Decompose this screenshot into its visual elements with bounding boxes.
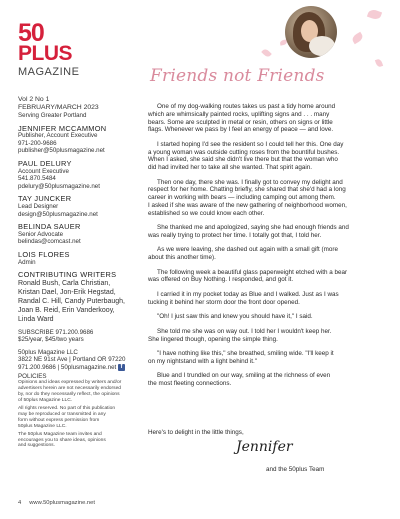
article-line: about this another time). [148, 254, 216, 262]
masthead-info [18, 96, 142, 449]
article-body [148, 103, 388, 395]
article-paragraph [148, 141, 388, 172]
staff-detail: Lead Designer [18, 202, 59, 210]
article-line: I carried it in my pocket today as Blue and I walked. Just as I was [157, 291, 339, 299]
staff-detail: Admin [18, 258, 36, 266]
subscribe-phone: SUBSCRIBE 971.200.9686 [18, 328, 94, 336]
company-contact [18, 364, 142, 372]
article-paragraph [148, 328, 388, 344]
petal-decoration [367, 8, 382, 21]
article-title: Friends not Friends [150, 66, 325, 86]
company-name: 50plus Magazine LLC [18, 348, 78, 356]
article-line: I asked if she was aware of the new gathering of neighborhood women, [148, 201, 347, 209]
issue-date: FEBRUARY/MARCH 2023 [18, 104, 99, 111]
article-line: As we were leaving, she dashed out again with a small gift (more [157, 246, 338, 254]
page-footer [18, 500, 95, 506]
article-signoff: and the 50plus Team [266, 466, 325, 473]
logo-50: 50 [18, 19, 44, 47]
article-paragraph [148, 246, 388, 262]
issue-volume: Vol 2 No 1 [18, 96, 50, 103]
policy-line: encourages you to share ideas, opinions [18, 437, 106, 443]
signature: Jennifer [236, 439, 293, 455]
staff-detail: 971-200-9686 [18, 139, 57, 147]
footer-url[interactable]: www.50plusmagazine.net [29, 500, 95, 506]
article-paragraph [148, 103, 388, 134]
article-line: respect for her home. Chatting briefly, she shared that she'd had a long [148, 186, 346, 194]
article-line: established so we could know each other. [148, 209, 265, 217]
staff-detail: pdelury@50plusmagazine.net [18, 182, 100, 190]
article-line: I started hoping I'd see the resident so I could tell her this. One day [157, 140, 344, 148]
staff-detail: design@50plusmagazine.net [18, 210, 98, 218]
issue-area: Serving Greater Portland [18, 112, 87, 119]
subscribe-price: $25/year, $45/two years [18, 336, 84, 344]
staff-detail: belindas@comcast.net [18, 238, 81, 246]
article-closing: Here's to delight in the little things, [148, 429, 244, 436]
staff-name: TAY JUNCKER [18, 194, 72, 204]
staff-name: BELINDA SAUER [18, 222, 81, 232]
article-line: the most fleeting connections. [148, 380, 232, 388]
page-number: 4 [18, 500, 22, 506]
article-line: bears. Some are sculpted in metal or resin, others on signs or little [148, 118, 333, 126]
policy-line: Opinions and ideas expressed by writers and/or [18, 380, 122, 386]
article-paragraph [148, 350, 388, 366]
petal-decoration [375, 58, 383, 68]
article-line: did had invited her to take all she wanted. That spirit again. [148, 164, 313, 172]
policy-line: 50plus Magazine LLC. [18, 423, 67, 429]
petal-decoration [261, 48, 272, 59]
staff-name: LOIS FLORES [18, 249, 70, 259]
policy-line: form without express permission from [18, 417, 100, 423]
writer-line: Kristan Dael, Jon-Erik Hegstad, [18, 288, 116, 296]
writer-line: Randal C. Hill, Candy Puterbaugh, [18, 297, 126, 305]
article-line: The following week a beautiful glass paperweight etched with a bear [157, 268, 348, 276]
article-line: She told me she was on way out. I told her I wouldn't keep her. [157, 327, 332, 335]
article-line: which are whimsically painted rocks, uplifting signs and . . . many [148, 110, 330, 118]
article-line: Then one day, there she was. I finally got to convey my delight and [157, 178, 343, 186]
article-line: One of my dog-walking routes takes us past a tidy home around [157, 103, 336, 110]
article-line: career in working with bears — including camping out among them. [148, 194, 336, 202]
article-paragraph [148, 224, 388, 240]
company-address: 3822 NE 91st Ave | Portland OR 97220 [18, 356, 126, 364]
article-paragraph [148, 291, 388, 307]
article-paragraph [148, 179, 388, 218]
policy-line: of 50plus Magazine LLC. [18, 398, 73, 404]
staff-detail: Senior Advocate [18, 230, 64, 238]
staff-list [18, 125, 142, 267]
writers-heading: CONTRIBUTING WRITERS [18, 270, 117, 280]
staff-detail: Account Executive [18, 167, 69, 175]
policies-text [18, 380, 142, 449]
article-line: She thanked me and apologized, saying she had enough friends and [157, 224, 349, 232]
company-contact-text[interactable]: 971.200.9686 | 50plusmagazine.net [18, 364, 117, 372]
writer-line: Joan B. Reid, Erin Vanderkooy, [18, 306, 115, 314]
staff-name: JENNIFER MCCAMMON [18, 123, 107, 133]
article-line: a young woman was outside cutting roses from the bountiful bushes. [148, 148, 340, 156]
article-paragraph [148, 313, 388, 321]
article-line: tucking it behind her storm door the front door opened. [148, 298, 300, 306]
policy-line: and suggestions. [18, 443, 55, 449]
article-paragraph [148, 269, 388, 285]
article-line: was really trying to protect her time. I totally got that, I told her. [148, 231, 322, 239]
logo-plus: PLUS [18, 42, 73, 65]
staff-detail: Publisher, Account Executive [18, 132, 98, 140]
staff-name: PAUL DELURY [18, 158, 72, 168]
policy-line: The 50plus Magazine team invites and [18, 431, 102, 437]
policies-heading: POLICIES [18, 372, 47, 380]
petal-decoration [351, 32, 365, 44]
writers-list [18, 279, 142, 324]
article-line: "I have nothing like this," she breathed, smiling wide. "I'll keep it [157, 350, 334, 358]
writer-line: Linda Ward [18, 315, 54, 323]
article-line: When I asked, she said she didn't live there but that the woman who [148, 156, 338, 164]
writer-line: Ronald Bush, Carla Christian, [18, 279, 111, 287]
facebook-icon[interactable]: f [118, 364, 125, 371]
article-line: was offered on Buy Nothing. I responded, and got it. [148, 276, 294, 284]
article-line: flags. Whenever we pass by I feel an energy of peace — and love. [148, 126, 334, 134]
policy-line: All rights reserved. No part of this publication [18, 406, 116, 412]
logo-magazine: MAGAZINE [18, 66, 80, 78]
article-line: "Oh! I just saw this and knew you should have it," I said. [157, 313, 313, 321]
policy-line: by, nor do they necessarily reflect, the opinions [18, 392, 120, 398]
author-photo [285, 6, 337, 58]
article-line: Blue and I trundled on our way, smiling at the richness of even [157, 372, 331, 380]
policy-line: may be reproduced or transmitted in any [18, 411, 106, 417]
article-line: on my nightstand with a light behind it." [148, 357, 257, 365]
staff-detail: 541.870.5484 [18, 175, 56, 183]
staff-detail: publisher@50plusmagazine.net [18, 147, 105, 155]
article-paragraph [148, 372, 388, 388]
policy-line: advertisers herein are not necessarily endorsed [18, 386, 122, 392]
article-line: She lingered though, opening the simple thing. [148, 335, 278, 343]
